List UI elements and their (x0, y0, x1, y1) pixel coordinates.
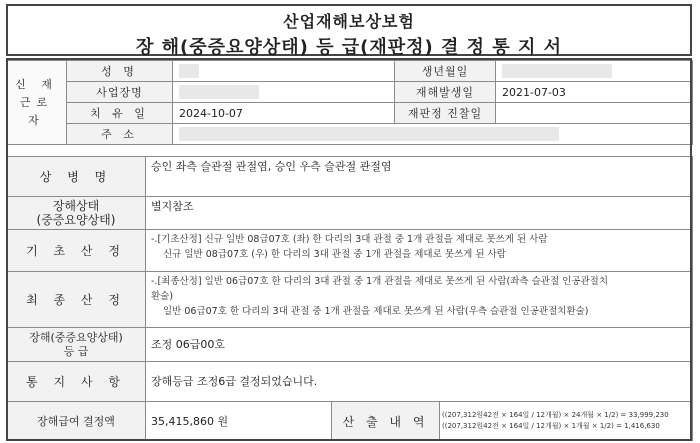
worker-info-table (6, 60, 693, 145)
cure-date-value: 2024-10-07 (173, 103, 395, 124)
notice-label: 통 지 사 항 (7, 362, 146, 402)
state-label: 장해상태 (중증요양상태) (7, 197, 146, 230)
final-calc-label: 최 종 산 정 (7, 272, 146, 328)
notice-value: 장해등급 조정6급 결정되었습니다. (146, 362, 693, 402)
doc-title: 장 해(중증요양상태) 등 급(재판정) 결 정 통 지 서 (135, 37, 563, 58)
calc-breakdown-value: ((207,312원42전 × 164일 / 12개월) × 24개월 × 1/2) = 33,999,230 ((207,312원42전 × 164일 / 12개월) × 1개월 × 1/2) = 1,416,630 (440, 402, 693, 441)
basic-calc-label: 기 초 산 정 (7, 230, 146, 272)
accident-date-label: 재해발생일 (395, 82, 496, 103)
cure-date-label: 치 유 일 (67, 103, 173, 124)
amount-value: 35,415,860 원 (146, 402, 332, 441)
name-value (173, 61, 395, 82)
address-value (173, 124, 693, 145)
birth-value (496, 61, 693, 82)
amount-label: 장해급여 결정액 (7, 402, 146, 441)
rejudge-date-value (496, 103, 693, 124)
injury-label: 상 병 명 (7, 157, 146, 197)
worker-section-label: 신 재 근로자 (7, 61, 67, 145)
accident-date-value: 2021-07-03 (496, 82, 693, 103)
address-label: 주 소 (67, 124, 173, 145)
title-box (6, 4, 692, 56)
state-value: 별지참조 (146, 197, 693, 230)
rejudge-date-label: 재판정 진찰일 (395, 103, 496, 124)
injury-value: 승인 좌측 슬관절 관절염, 승인 우측 슬관절 관절염 (146, 157, 693, 197)
birth-label: 생년월일 (395, 61, 496, 82)
org-title: 산업재해보상보험 (283, 12, 415, 31)
calc-breakdown-label: 산 출 내 역 (332, 402, 440, 441)
decision-table (6, 156, 693, 441)
final-calc-value: -.[최종산정] 일반 06급07호 한 다리의 3대 관절 중 1개 관절을 제대로 못쓰게 된 사람(좌측 슬관절 인공관절치 환술) 일반 06급07호 한 다리의 3대 관절 중 1개 관절을 제대로 못쓰게 된 사람(우측 슬관절 인공관절치환술) (146, 272, 693, 328)
workplace-label: 사업장명 (67, 82, 173, 103)
name-label: 성 명 (67, 61, 173, 82)
workplace-value (173, 82, 395, 103)
basic-calc-value: -.[기초산정] 신규 일반 08급07호 (좌) 한 다리의 3대 관절 중 1개 관절을 제대로 못쓰게 된 사람 신규 일반 08급07호 (우) 한 다리의 3대 관절 중 1개 관절을 제대로 못쓰게 된 사람 (146, 230, 693, 272)
grade-value: 조정 06급00호 (146, 328, 693, 362)
grade-label: 장해(중증요양상태) 등 급 (7, 328, 146, 362)
